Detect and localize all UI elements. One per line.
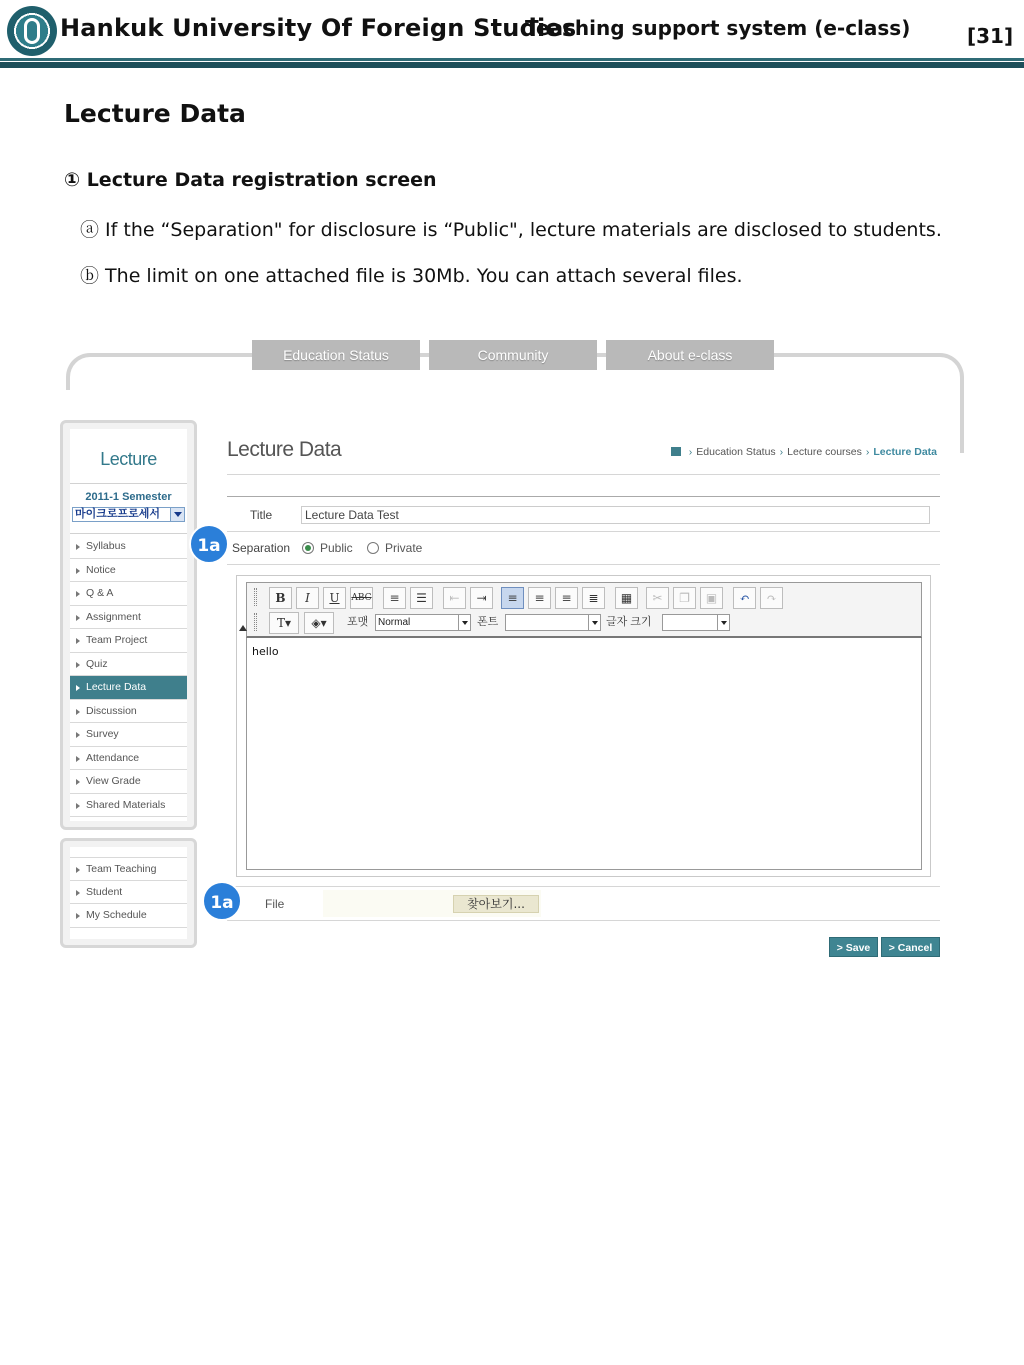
page-title: Lecture Data <box>227 438 342 461</box>
chevron-down-icon[interactable] <box>717 615 729 630</box>
strikethrough-icon[interactable]: ABC <box>350 587 373 609</box>
indent-icon[interactable]: ⇥ <box>470 587 493 609</box>
cancel-button[interactable]: > Cancel <box>881 937 940 957</box>
sidebar-item-assignment[interactable]: Assignment <box>70 606 187 630</box>
paste-icon[interactable]: ▣ <box>700 587 723 609</box>
header-divider <box>0 58 1024 61</box>
file-label: File <box>265 897 285 911</box>
sidebar-item-attendance[interactable]: Attendance <box>70 747 187 771</box>
sidebar-item-my-schedule[interactable]: My Schedule <box>70 904 187 928</box>
private-radio-label[interactable]: Private <box>385 541 423 555</box>
editor-toolbar <box>246 582 922 638</box>
public-radio-label[interactable]: Public <box>320 541 353 555</box>
text-color-icon[interactable]: T▾ <box>269 612 299 634</box>
sidebar-item-lecture-data[interactable]: Lecture Data <box>70 676 187 700</box>
chevron-down-icon[interactable] <box>170 508 184 521</box>
breadcrumb-education-status[interactable]: Education Status <box>696 446 776 458</box>
format-label: 포맷 <box>347 616 369 628</box>
collapse-toolbar-icon[interactable] <box>239 621 247 631</box>
document-header <box>0 0 1024 70</box>
save-button[interactable]: > Save <box>829 937 878 957</box>
outdent-icon[interactable]: ⇤ <box>443 587 466 609</box>
sidebar-item-quiz[interactable]: Quiz <box>70 653 187 677</box>
editor-content[interactable]: hello <box>246 638 922 870</box>
align-right-icon[interactable]: ≡ <box>555 587 578 609</box>
private-radio[interactable] <box>367 542 379 554</box>
callout-badge-file: 1a <box>202 881 242 921</box>
callout-badge-separation: 1a <box>189 524 229 564</box>
justify-icon[interactable]: ≣ <box>582 587 605 609</box>
format-select[interactable] <box>375 614 471 631</box>
sidebar-item-syllabus[interactable]: Syllabus <box>70 535 187 559</box>
sidebar-menu <box>70 535 187 817</box>
note-a: ⓐ If the “Separation" for disclosure is “Public", lecture materials are disclosed to students. <box>80 219 942 241</box>
sidebar-item-discussion[interactable]: Discussion <box>70 700 187 724</box>
font-select[interactable] <box>505 614 601 631</box>
section-subtitle: ① Lecture Data registration screen <box>64 169 437 191</box>
sidebar-title: Lecture <box>100 449 157 469</box>
university-name: Hankuk University Of Foreign Studies <box>60 14 577 42</box>
note-b: ⓑ The limit on one attached file is 30Mb. You can attach several files. <box>80 265 743 287</box>
font-label: 폰트 <box>477 616 499 628</box>
sidebar-item-shared-materials[interactable]: Shared Materials <box>70 794 187 818</box>
bold-icon[interactable]: B <box>269 587 292 609</box>
course-select[interactable] <box>72 507 185 522</box>
size-select[interactable] <box>662 614 730 631</box>
sidebar-secondary-menu <box>70 857 187 928</box>
university-logo <box>7 6 57 56</box>
semester-label: 2011-1 Semester <box>85 491 172 503</box>
size-label: 글자 크기 <box>606 616 652 628</box>
sidebar-item-survey[interactable]: Survey <box>70 723 187 747</box>
background-color-icon[interactable]: ◈▾ <box>304 612 334 634</box>
system-name: Teaching support system (e-class) <box>525 16 911 40</box>
chevron-down-icon[interactable] <box>588 615 600 630</box>
breadcrumb-lecture-courses[interactable]: Lecture courses <box>787 446 862 458</box>
italic-icon[interactable]: I <box>296 587 319 609</box>
redo-icon[interactable]: ↷ <box>760 587 783 609</box>
tab-about-eclass[interactable]: About e-class <box>606 340 774 370</box>
sidebar-item-team-project[interactable]: Team Project <box>70 629 187 653</box>
align-center-icon[interactable]: ≡ <box>528 587 551 609</box>
sidebar-item-team-teaching[interactable]: Team Teaching <box>70 857 187 881</box>
home-icon[interactable] <box>671 447 681 456</box>
title-label: Title <box>250 508 273 522</box>
unordered-list-icon[interactable]: ☰ <box>410 587 433 609</box>
breadcrumb: › Education Status › Lecture courses › Lecture Data <box>671 446 937 458</box>
sidebar-item-view-grade[interactable]: View Grade <box>70 770 187 794</box>
tab-education-status[interactable]: Education Status <box>252 340 420 370</box>
align-left-icon[interactable]: ≡ <box>501 587 524 609</box>
cut-icon[interactable]: ✂ <box>646 587 669 609</box>
format-select-value: Normal <box>378 617 411 628</box>
table-icon[interactable]: ▦ <box>615 587 638 609</box>
sidebar-item-notice[interactable]: Notice <box>70 559 187 583</box>
browse-button[interactable]: 찾아보기... <box>453 895 539 913</box>
page-number: [31] <box>967 24 1014 48</box>
sidebar <box>60 420 197 830</box>
course-select-value: 마이크로프로세서 <box>75 508 161 520</box>
tab-community[interactable]: Community <box>429 340 597 370</box>
underline-icon[interactable]: U <box>323 587 346 609</box>
breadcrumb-current: Lecture Data <box>873 446 937 458</box>
sidebar-item-qa[interactable]: Q & A <box>70 582 187 606</box>
header-divider-thick <box>0 62 1024 68</box>
document-title: Lecture Data <box>64 99 246 128</box>
sidebar-item-student[interactable]: Student <box>70 881 187 905</box>
rich-text-editor <box>236 575 931 877</box>
eclass-screenshot <box>0 330 1024 980</box>
ordered-list-icon[interactable]: ≡ <box>383 587 406 609</box>
copy-icon[interactable]: ❐ <box>673 587 696 609</box>
undo-icon[interactable]: ↶ <box>733 587 756 609</box>
public-radio[interactable] <box>302 542 314 554</box>
separation-label: Separation <box>232 541 291 555</box>
sidebar-secondary <box>60 838 197 948</box>
chevron-down-icon[interactable] <box>458 615 470 630</box>
title-input[interactable]: Lecture Data Test <box>301 506 930 524</box>
